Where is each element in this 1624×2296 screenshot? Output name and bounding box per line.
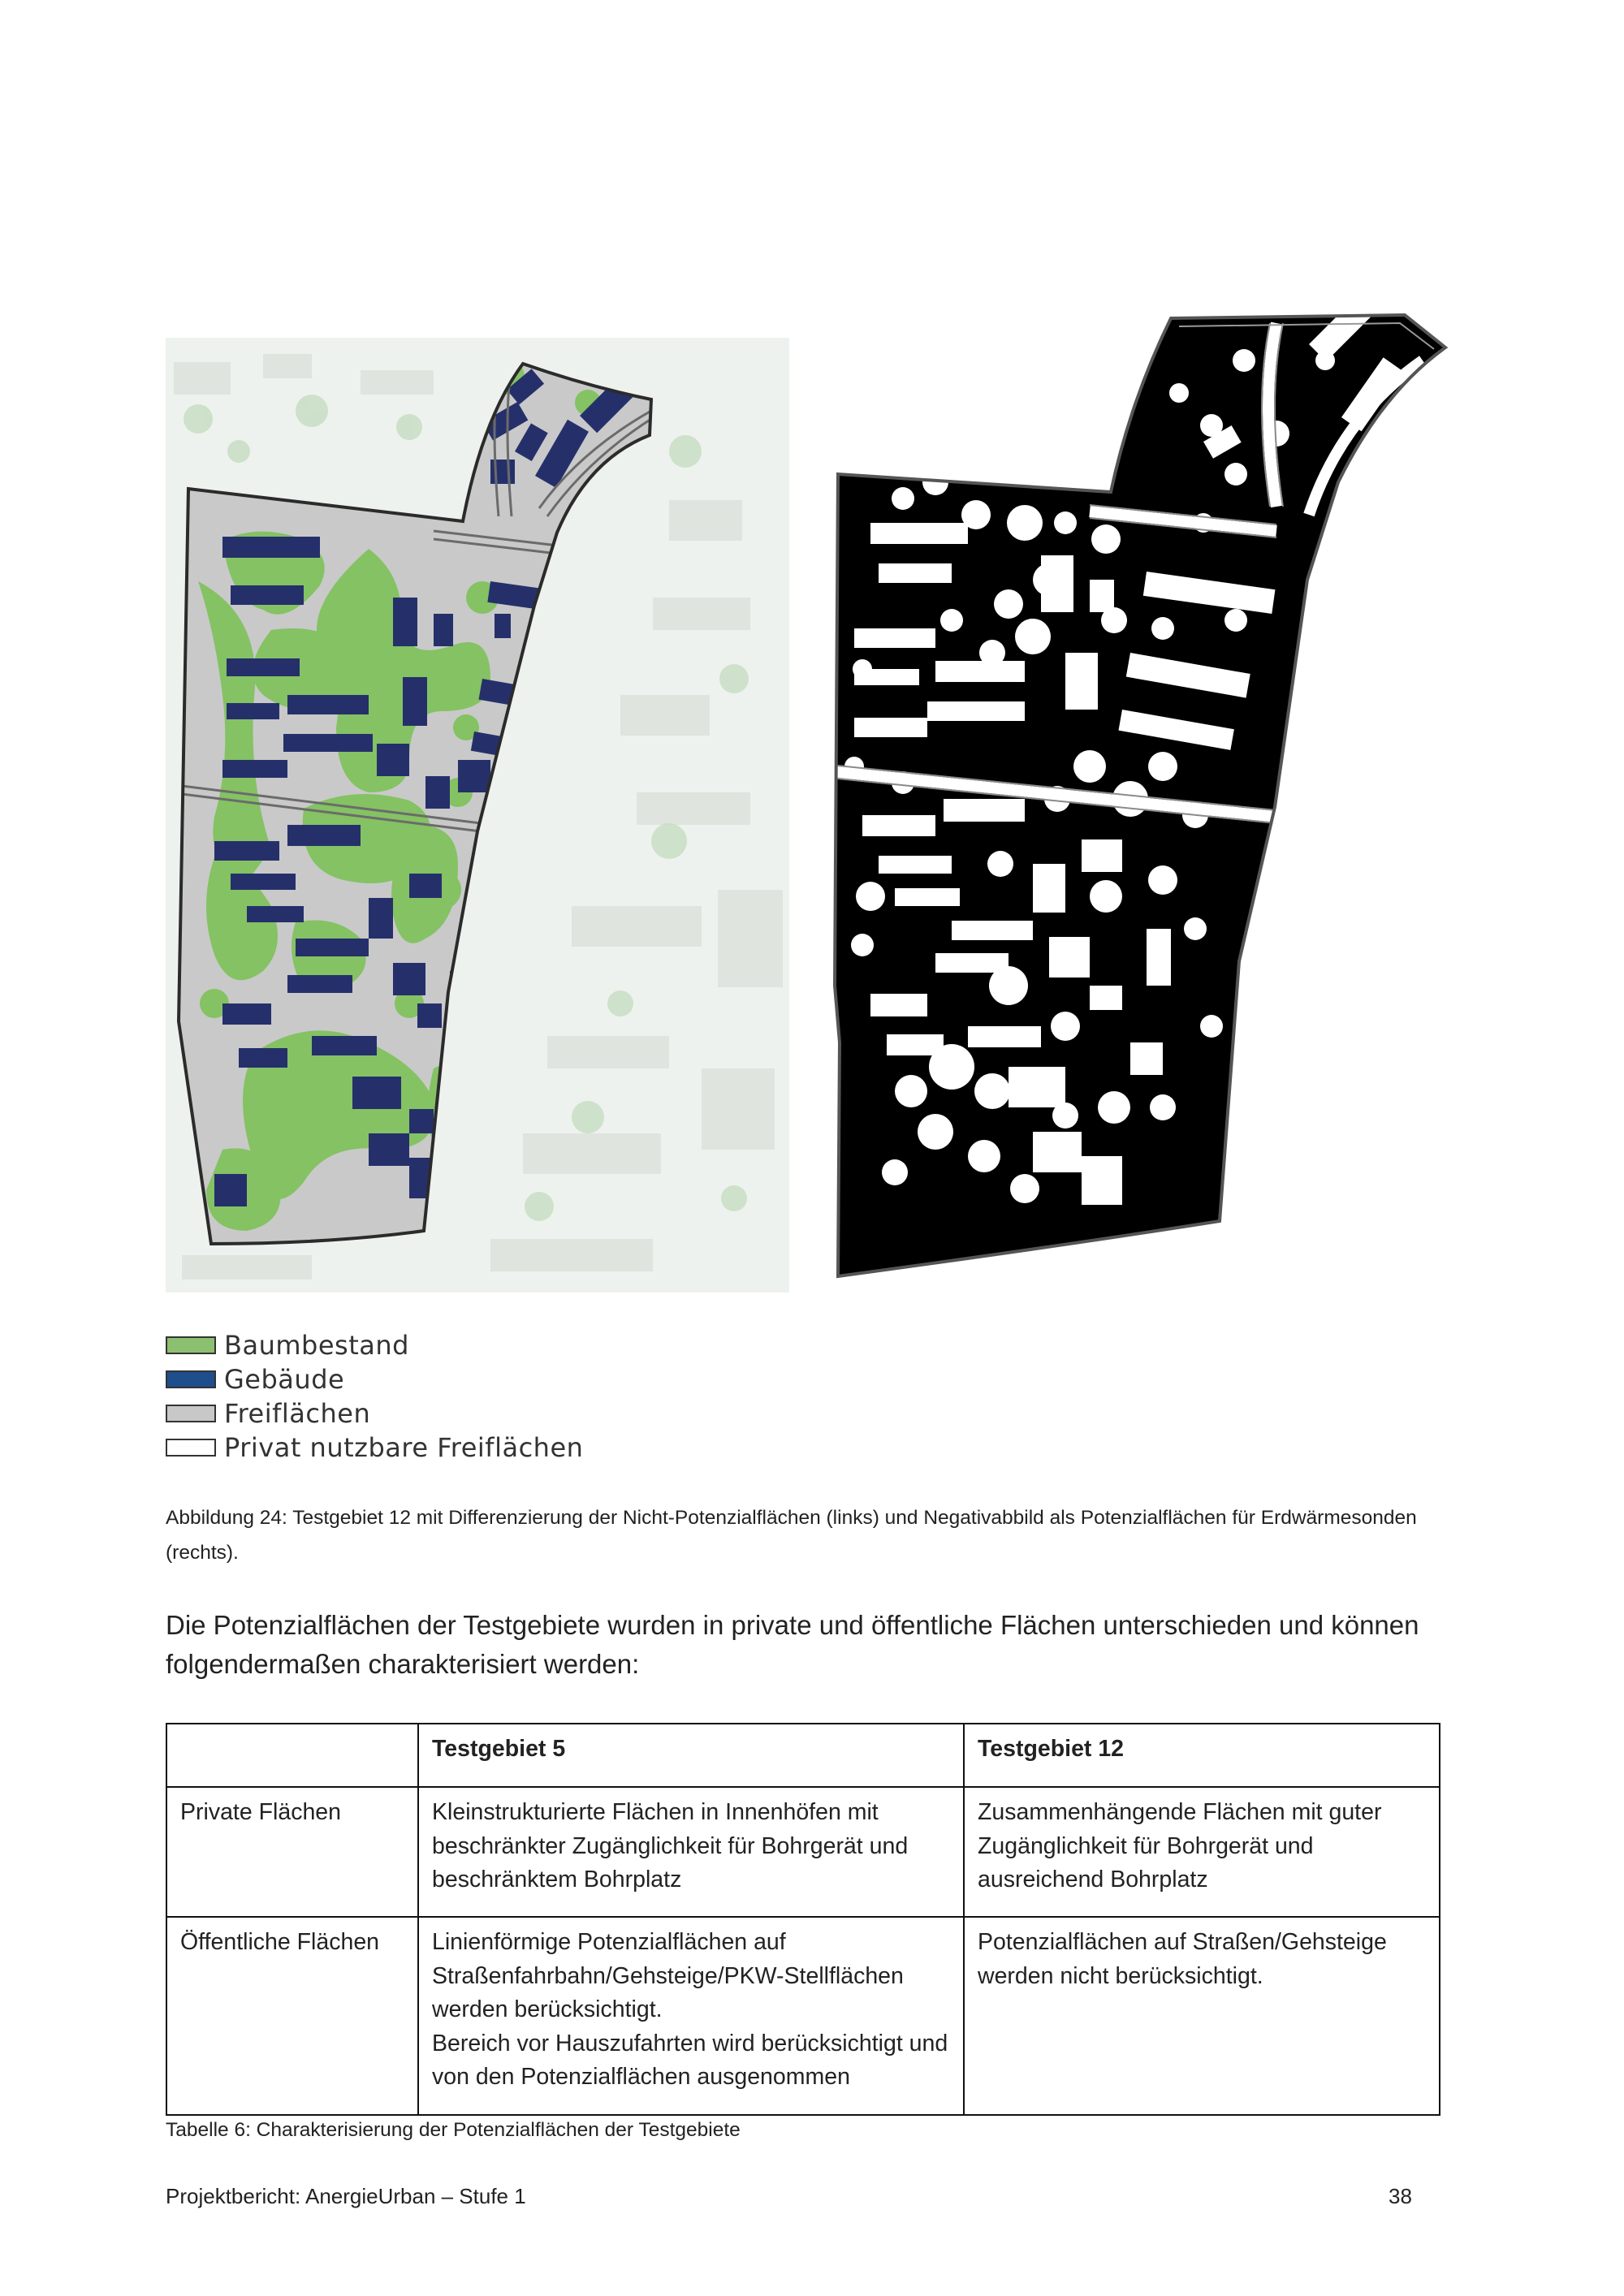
row-label-private: Private Flächen — [166, 1787, 418, 1917]
figure-caption: Abbildung 24: Testgebiet 12 mit Differenzierung der Nicht-Potenzialflächen (links) und Negativabbild als Potenzialflächen für Erdwärmesonden (rechts). — [166, 1507, 1417, 1564]
legend-item-privat-nutzbar — [166, 1431, 583, 1465]
legend-label: Privat nutzbare Freiflächen — [224, 1432, 584, 1463]
legend-label: Baumbestand — [224, 1330, 409, 1361]
table-header-testgebiet-5: Testgebiet 5 — [418, 1724, 964, 1787]
row-label-public: Öffentliche Flächen — [166, 1917, 418, 2115]
cell-public-tg12: Potenzialflächen auf Straßen/Gehsteige werden nicht berücksichtigt. — [964, 1917, 1440, 2115]
cell-public-tg5-line-b: Bereich vor Hauszufahrten wird berücksichtigt und von den Potenzialflächen ausgenommen — [432, 2030, 948, 2090]
table-header-testgebiet-12: Testgebiet 12 — [964, 1724, 1440, 1787]
map-potential-areas-negative — [822, 312, 1455, 1281]
page-number: 38 — [1389, 2184, 1412, 2208]
cell-private-tg12: Zusammenhängende Flächen mit guter Zugänglichkeit für Bohrgerät und ausreichend Bohrplatz — [964, 1787, 1440, 1917]
footer-project-title: Projektbericht: AnergieUrban – Stufe 1 — [166, 2184, 526, 2208]
legend-swatch — [166, 1405, 216, 1422]
table-row — [166, 1917, 1440, 2115]
legend-label: Freiflächen — [224, 1398, 371, 1429]
body-paragraph: Die Potenzialflächen der Testgebiete wurden in private und öffentliche Flächen unterschieden und können folgendermaßen charakterisiert werden: — [166, 1610, 1419, 1679]
legend-label: Gebäude — [224, 1364, 345, 1395]
legend-item-gebaeude — [166, 1362, 583, 1396]
cell-private-tg5: Kleinstrukturierte Flächen in Innenhöfen mit beschränkter Zugänglichkeit für Bohrgerät und beschränktem Bohrplatz — [418, 1787, 964, 1917]
legend-item-freiflaechen — [166, 1396, 583, 1431]
cell-public-tg5 — [418, 1917, 964, 2115]
map-legend — [166, 1328, 583, 1465]
legend-item-baumbestand — [166, 1328, 583, 1362]
legend-swatch — [166, 1336, 216, 1354]
table-header-empty — [166, 1724, 418, 1787]
table-row — [166, 1787, 1440, 1917]
table-header-row — [166, 1724, 1440, 1787]
map-differentiated-areas — [166, 338, 789, 1293]
table-caption: Tabelle 6: Charakterisierung der Potenzialflächen der Testgebiete — [166, 2119, 741, 2141]
characterization-table — [166, 1723, 1440, 2116]
legend-swatch — [166, 1370, 216, 1388]
legend-swatch — [166, 1439, 216, 1457]
cell-public-tg5-line-a: Linienförmige Potenzialflächen auf Straßenfahrbahn/Gehsteige/PKW-Stellflächen werden berücksichtigt. — [432, 1929, 904, 2022]
